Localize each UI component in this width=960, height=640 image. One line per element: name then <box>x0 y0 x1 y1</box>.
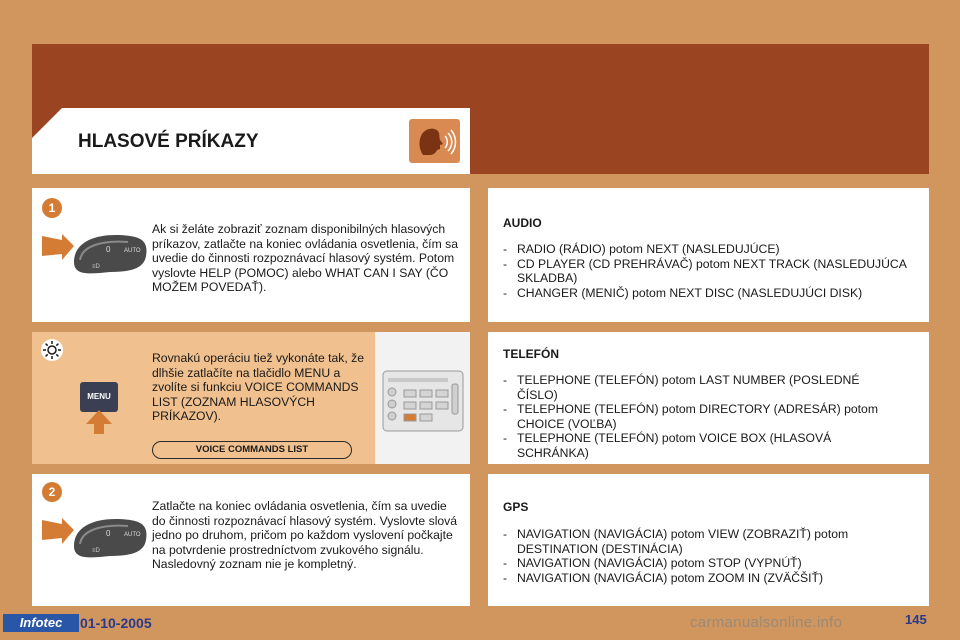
svg-text:AUTO: AUTO <box>124 532 141 538</box>
list-item: - NAVIGATION (NAVIGÁCIA) potom VIEW (ZOBRAZIŤ) potom DESTINATION (DESTINÁCIA) <box>503 527 913 556</box>
step2-text: Zatlačte na koniec ovládania osvetlenia, čím sa uvedie do činnosti rozpoznávací hlasový systém. Vyslovte slová jedno po druhom, pričom po každom vyslovení počkajte na potvrdenie prostredníctvom zvukového signálu. Nasledovný zoznam nie je kompletný. <box>152 499 458 572</box>
light-bulb-icon <box>40 338 64 362</box>
list-item: - NAVIGATION (NAVIGÁCIA) potom ZOOM IN (ZVÄČŠIŤ) <box>503 571 913 586</box>
list-item: - CD PLAYER (CD PREHRÁVAČ) potom NEXT TRACK (NASLEDUJÚCA SKLADBA) <box>503 257 913 286</box>
list-item: - TELEPHONE (TELEFÓN) potom LAST NUMBER (POSLEDNÉ ČÍSLO) <box>503 373 903 402</box>
gps-heading: GPS <box>503 500 529 514</box>
brand-badge: Infotec <box>3 614 79 632</box>
list-item: - TELEPHONE (TELEFÓN) potom VOICE BOX (HLASOVÁ SCHRÁNKA) <box>503 431 903 460</box>
svg-text:≡D: ≡D <box>92 264 100 270</box>
telefon-list <box>503 373 903 461</box>
menu-button-icon <box>80 382 118 412</box>
page-title: HLASOVÉ PRÍKAZY <box>78 131 259 152</box>
voice-command-icon <box>409 119 460 163</box>
svg-text:0: 0 <box>106 529 111 538</box>
list-item: - TELEPHONE (TELEFÓN) potom DIRECTORY (ADRESÁR) potom CHOICE (VOĽBA) <box>503 402 903 431</box>
gps-list <box>503 527 913 585</box>
svg-text:≡D: ≡D <box>92 548 100 554</box>
step-1-badge: 1 <box>42 198 62 218</box>
svg-text:AUTO: AUTO <box>124 248 141 254</box>
list-item: - RADIO (RÁDIO) potom NEXT (NASLEDUJÚCE) <box>503 242 913 257</box>
lighting-stalk-icon <box>40 222 150 284</box>
step1-text: Ak si želáte zobraziť zoznam disponibilných hlasových príkazov, zatlačte na koniec ovládania osvetlenia, čím sa uvedie do činnosti rozpoznávací hlasový systém. Potom vyslovte HELP (POMOC) alebo WHAT CAN I SAY (ČO MOŽEM POVEDAŤ). <box>152 222 458 295</box>
lighting-stalk-icon <box>40 506 150 568</box>
tip-text: Rovnakú operáciu tiež vykonáte tak, že dlhšie zatlačíte na tlačidlo MENU a zvolíte si funkciu VOICE COMMANDS LIST (ZOZNAM HLASOVÝCH PRÍKAZOV). <box>152 351 365 424</box>
audio-heading: AUDIO <box>503 216 542 230</box>
svg-text:0: 0 <box>106 245 111 254</box>
radio-unit-icon <box>382 370 464 432</box>
step-2-badge: 2 <box>42 482 62 502</box>
watermark: carmanualsonline.info <box>690 614 843 631</box>
voice-commands-list-button[interactable]: VOICE COMMANDS LIST <box>152 441 352 459</box>
audio-list <box>503 242 913 300</box>
list-item: - CHANGER (MENIČ) potom NEXT DISC (NASLEDUJÚCI DISK) <box>503 286 913 301</box>
list-item: - NAVIGATION (NAVIGÁCIA) potom STOP (VYPNÚŤ) <box>503 556 913 571</box>
footer-date: 01-10-2005 <box>80 615 152 631</box>
menu-arrow-icon <box>86 410 112 434</box>
telefon-heading: TELEFÓN <box>503 347 559 361</box>
menu-button-label: MENU <box>87 392 111 401</box>
page-number: 145 <box>905 612 927 627</box>
